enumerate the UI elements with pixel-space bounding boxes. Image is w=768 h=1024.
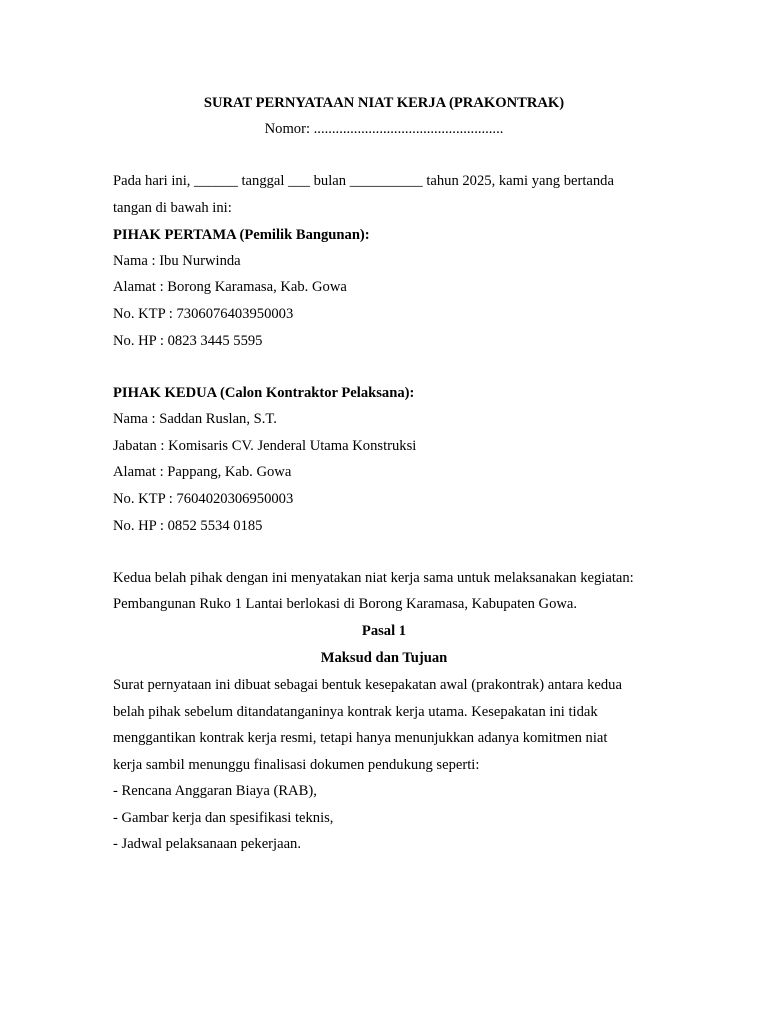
pasal-title: Maksud dan Tujuan <box>320 650 448 666</box>
pasal-number: Pasal 1 <box>361 623 407 639</box>
statement-line-1: Kedua belah pihak dengan ini menyatakan niat kerja sama untuk melaksanakan kegiatan: <box>113 570 634 586</box>
pasal-body-line: Surat pernyataan ini dibuat sebagai bentuk kesepakatan awal (prakontrak) antara kedua <box>113 677 622 693</box>
list-item: - Jadwal pelaksanaan pekerjaan. <box>113 836 302 852</box>
pihak-kedua-hp: No. HP : 0852 5534 0185 <box>113 518 263 534</box>
pasal-body-line: menggantikan kontrak kerja resmi, tetapi hanya menunjukkan adanya komitmen niat <box>113 730 608 746</box>
pihak-pertama-alamat: Alamat : Borong Karamasa, Kab. Gowa <box>113 279 347 295</box>
list-item: - Gambar kerja dan spesifikasi teknis, <box>113 810 334 826</box>
pihak-pertama-hp: No. HP : 0823 3445 5595 <box>113 333 263 349</box>
intro-line-1: Pada hari ini, ______ tanggal ___ bulan __________ tahun 2025, kami yang bertanda <box>113 173 614 189</box>
document-number: Nomor: .................................................... <box>264 121 504 137</box>
statement-line-2: Pembangunan Ruko 1 Lantai berlokasi di Borong Karamasa, Kabupaten Gowa. <box>113 596 578 612</box>
document-title: SURAT PERNYATAAN NIAT KERJA (PRAKONTRAK) <box>203 95 565 111</box>
pihak-pertama-nama: Nama : Ibu Nurwinda <box>113 253 241 269</box>
pasal-body-line: belah pihak sebelum ditandatanganinya kontrak kerja utama. Kesepakatan ini tidak <box>113 704 598 720</box>
intro-line-2: tangan di bawah ini: <box>113 200 232 216</box>
pihak-kedua-jabatan: Jabatan : Komisaris CV. Jenderal Utama Konstruksi <box>113 438 417 454</box>
pihak-pertama-heading: PIHAK PERTAMA (Pemilik Bangunan): <box>113 227 370 243</box>
list-item: - Rencana Anggaran Biaya (RAB), <box>113 783 317 799</box>
pihak-kedua-ktp: No. KTP : 7604020306950003 <box>113 491 294 507</box>
pihak-kedua-heading: PIHAK KEDUA (Calon Kontraktor Pelaksana): <box>113 385 415 401</box>
pasal-body-line: kerja sambil menunggu finalisasi dokumen pendukung seperti: <box>113 757 480 773</box>
pihak-pertama-ktp: No. KTP : 7306076403950003 <box>113 306 294 322</box>
pihak-kedua-nama: Nama : Saddan Ruslan, S.T. <box>113 411 277 427</box>
pihak-kedua-alamat: Alamat : Pappang, Kab. Gowa <box>113 464 292 480</box>
